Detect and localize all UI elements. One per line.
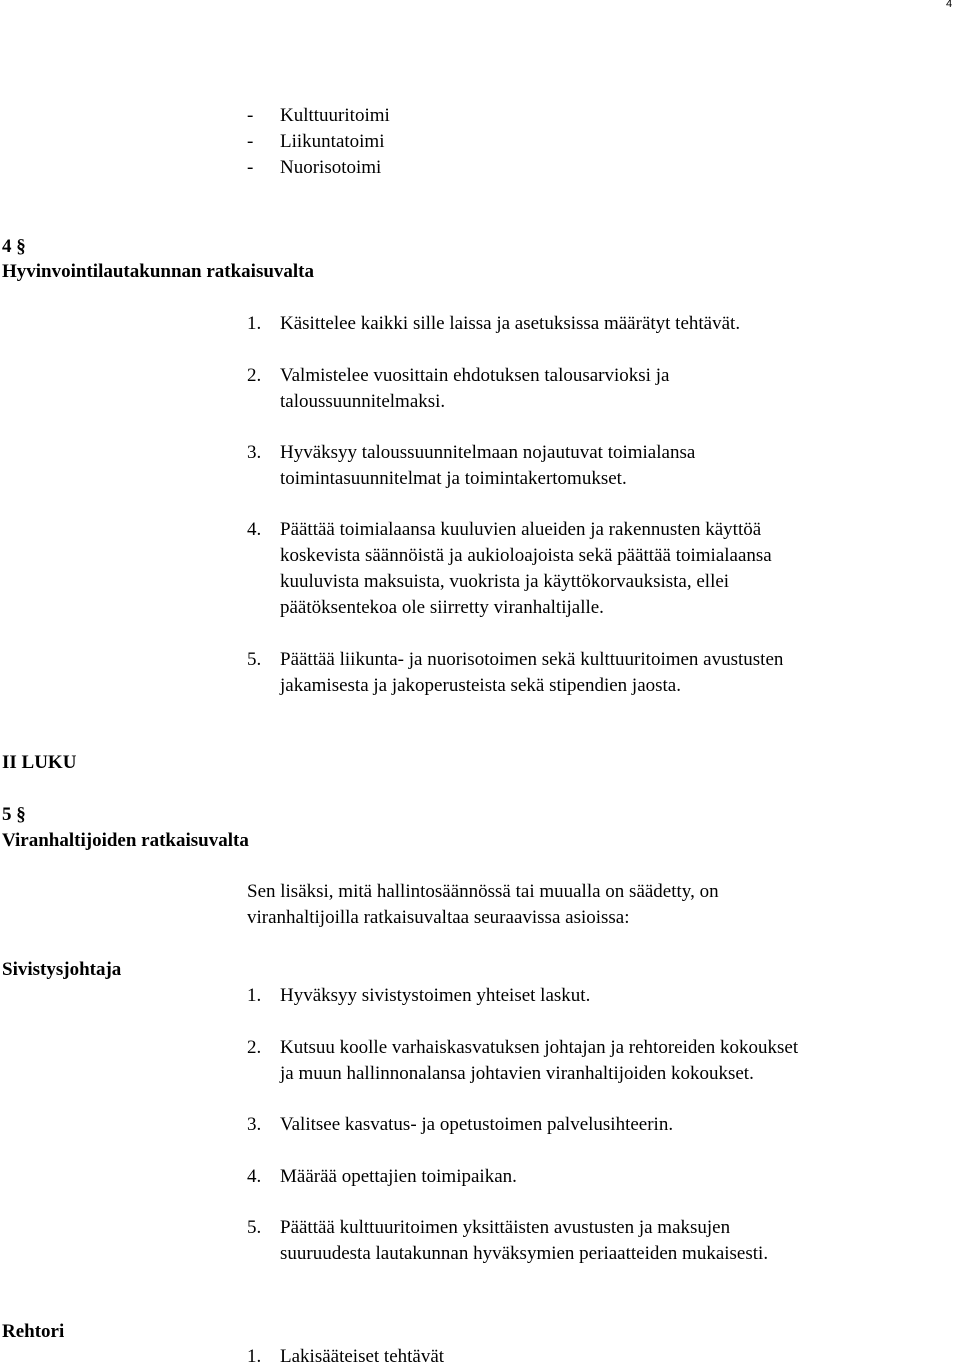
section-number: 5 §	[2, 804, 26, 825]
numbered-item: 3. Hyväksyy taloussuunnitelmaan nojautuvat toimialansa toimintasuunnitelmat ja toimintakertomukset.	[247, 442, 696, 489]
numbered-item: 3. Valitsee kasvatus- ja opetustoimen palvelusihteerin.	[247, 1114, 674, 1135]
numbered-item: 4. Päättää toimialaansa kuuluvien alueiden ja rakennusten käyttöä koskevista säännöistä ja aukioloajoista sekä päättää toimialaansa kuuluvista maksuista, vuokrista ja käyttökorvauksista, ellei päätöksentekoa ole siirretty viranhaltijalle.	[247, 519, 772, 618]
numbered-item: 1. Käsittelee kaikki sille laissa ja asetuksissa määrätyt tehtävät.	[247, 313, 741, 334]
section-title: Hyvinvointilautakunnan ratkaisuvalta	[2, 261, 315, 282]
numbered-item: 1. Lakisääteiset tehtävät	[247, 1346, 445, 1367]
intro-text: Sen lisäksi, mitä hallintosäännössä tai muualla on säädetty, on	[247, 881, 719, 902]
list-item: - Liikuntatoimi	[247, 131, 385, 152]
role-label: Rehtori	[2, 1321, 65, 1342]
chapter-heading: II LUKU	[2, 752, 77, 773]
numbered-item: 4. Määrää opettajien toimipaikan.	[247, 1166, 517, 1187]
page-number: 4	[946, 0, 953, 10]
numbered-item: 5. Päättää liikunta- ja nuorisotoimen sekä kulttuuritoimen avustusten jakamisesta ja jakoperusteista sekä stipendien jaosta.	[247, 649, 784, 696]
list-item: - Nuorisotoimi	[247, 157, 382, 178]
numbered-item: 2. Valmistelee vuosittain ehdotuksen talousarvioksi ja taloussuunnitelmaksi.	[247, 365, 670, 412]
numbered-item: 5. Päättää kulttuuritoimen yksittäisten avustusten ja maksujen suuruudesta lautakunnan hyväksymien periaatteiden mukaisesti.	[247, 1217, 769, 1264]
numbered-item: 2. Kutsuu koolle varhaiskasvatuksen johtajan ja rehtoreiden kokoukset ja muun hallinnonalansa johtavien viranhaltijoiden kokoukset.	[247, 1037, 799, 1084]
section-number: 4 §	[2, 236, 26, 257]
numbered-item: 1. Hyväksyy sivistystoimen yhteiset laskut.	[247, 985, 591, 1006]
role-label: Sivistysjohtaja	[2, 959, 122, 980]
intro-text: viranhaltijoilla ratkaisuvaltaa seuraavissa asioissa:	[247, 907, 630, 928]
list-item: - Kulttuuritoimi	[247, 105, 390, 126]
section-title: Viranhaltijoiden ratkaisuvalta	[2, 830, 249, 851]
